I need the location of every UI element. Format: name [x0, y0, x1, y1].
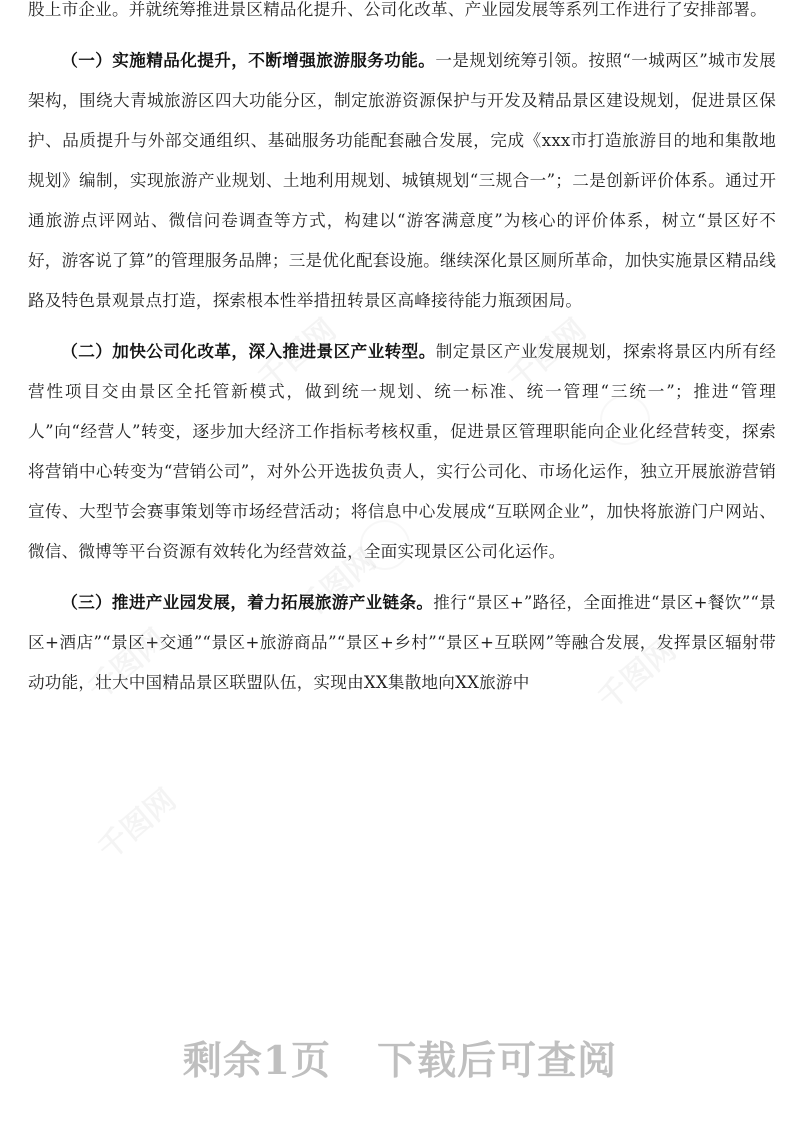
paragraph-intro	[28, 0, 776, 30]
remaining-pages-label: 剩余1页	[182, 1038, 332, 1084]
watermark-text: 千图网	[81, 622, 173, 708]
section-3-text: 推行“景区+”路径，全面推进“景区+餐饮”“景区+酒店”“景区+交通”“景区+旅游商品”“景区+乡村”“景区+互联网”等融合发展，发挥景区辐射带动功能，壮大中国精品景区联盟队伍，实现由XX集散地向XX旅游中	[28, 593, 776, 692]
document-body	[28, 0, 776, 703]
watermark-text: 千图网	[91, 782, 183, 868]
section-2-text: 制定景区产业发展规划，探索将景区内所有经营性项目交由景区全托管新模式，做到统一规划、统一标准、统一管理“三统一”；推进“管理人”向“经营人”转变，逐步加大经济工作指标考核权重，促进景区管理职能向企业化经营转变，探索将营销中心转变为“营销公司”，对外公开选拔负责人，实行公司化、市场化运作，独立开展旅游营销宣传、大型节会赛事策划等市场经营活动；将信息中心发展成“互联网企业”，加快将旅游门户网站、微信、微博等平台资源有效转化为经营效益，全面实现景区公司化运作。	[28, 342, 776, 561]
paragraph-section-1	[28, 40, 776, 321]
section-1-heading: （一）实施精品化提升，不断增强旅游服务功能。	[61, 50, 436, 70]
content-fade	[0, 960, 800, 1020]
download-to-view-label: 下载后可查阅	[377, 1038, 618, 1084]
watermark-text: 千图网	[591, 632, 683, 718]
paragraph-text: 股上市企业。并就统筹推进景区精品化提升、公司化改革、产业园发展等系列工作进行了安排部署。	[28, 0, 767, 19]
watermark-text: 千图网	[251, 312, 343, 398]
section-3-heading: （三）推进产业园发展，着力拓展旅游产业链条。	[61, 592, 434, 612]
section-2-heading: （二）加快公司化改革，深入推进景区产业转型。	[61, 341, 436, 361]
watermark-text: 千图网	[291, 542, 383, 628]
paragraph-section-2	[28, 331, 776, 572]
remaining-pages-banner[interactable]	[0, 1030, 800, 1086]
section-1-text: 一是规划统筹引领。按照“一城两区”城市发展架构，围绕大青城旅游区四大功能分区，制定旅游资源保护与开发及精品景区建设规划，促进景区保护、品质提升与外部交通组织、基础服务功能配套融合发展，完成《xxx市打造旅游目的地和集散地规划》编制，实现旅游产业规划、土地利用规划、城镇规划“三规合一”；二是创新评价体系。通过开通旅游点评网站、微信问卷调查等方式，构建以“游客满意度”为核心的评价体系，树立“景区好不好，游客说了算”的管理服务品牌；三是优化配套设施。继续深化景区厕所革命，加快实施景区精品线路及特色景观景点打造，探索根本性举措扭转景区高峰接待能力瓶颈困局。	[28, 51, 776, 310]
watermark-text: 千图网	[501, 312, 593, 398]
paragraph-section-3	[28, 582, 776, 703]
